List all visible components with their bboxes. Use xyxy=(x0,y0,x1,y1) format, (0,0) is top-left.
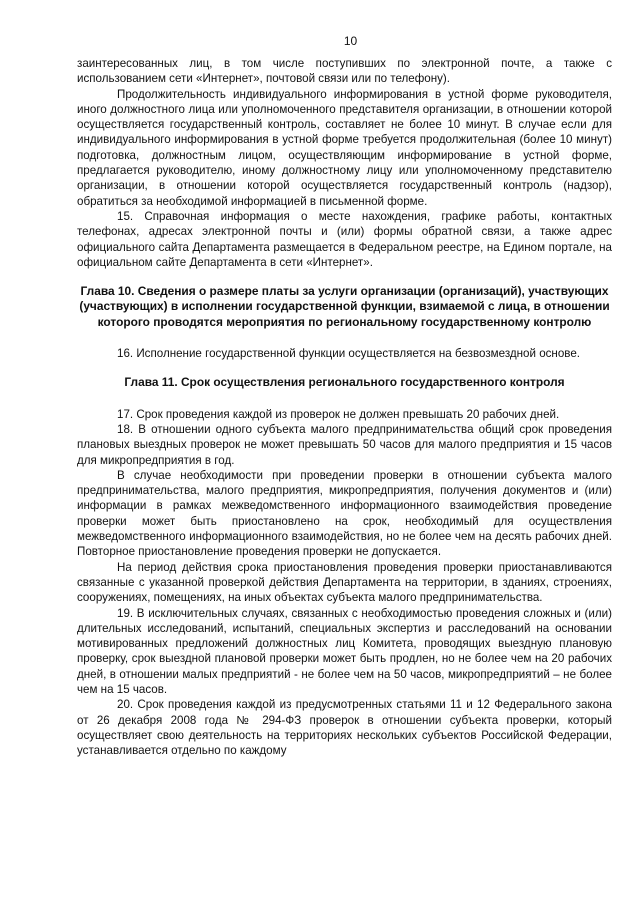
spacer xyxy=(77,270,612,284)
paragraph-18-suspension-period: На период действия срока приостановления проведения проверки приостанавливаются связанные с указанной проверкой действия Департамента на территории, в зданиях, строениях, сооружениях, помещениях, на иных объектах субъекта малого предпринимательства. xyxy=(77,560,612,605)
paragraph-18: 18. В отношении одного субъекта малого предпринимательства общий срок проведения плановых выездных проверок не может превышать 50 часов для малого предприятия и 15 часов для микропредприятия в год. xyxy=(77,422,612,467)
document-page xyxy=(77,34,612,758)
paragraph-duration: Продолжительность индивидуального информирования в устной форме руководителя, иного должностного лица или уполномоченного представителя организации, в отношении которой осуществляется государственный контроль, составляет не более 10 минут. В случае если для индивидуального информирования в устной форме требуется продолжительная (более 10 минут) подготовка, должностным лицом, осуществляющим информирование в устной форме, предлагается руководителю, иному должностному лицу или уполномоченному представителю организации, в отношении которой осуществляется государственный контроль (надзор), обратиться за необходимой информацией в письменной форме. xyxy=(77,87,612,208)
spacer xyxy=(77,330,612,346)
page-number: 10 xyxy=(343,34,358,48)
spacer xyxy=(77,391,612,407)
chapter-10-heading: Глава 10. Сведения о размере платы за услуги организации (организаций), участвующих (участвующих) в исполнении государственной функции, взимаемой с лица, в отношении которого проводятся мероприятия по региональному государственному контролю xyxy=(79,284,610,329)
paragraph-17: 17. Срок проведения каждой из проверок не должен превышать 20 рабочих дней. xyxy=(117,407,560,421)
paragraph-continuation: заинтересованных лиц, в том числе поступивших по электронной почте, а также с использованием сети «Интернет», почтовой связи или по телефону). xyxy=(77,57,612,86)
chapter-11-heading: Глава 11. Срок осуществления регионального государственного контроля xyxy=(124,375,565,390)
paragraph-20: 20. Срок проведения каждой из предусмотренных статьями 11 и 12 Федерального закона от 26 декабря 2008 года № 294-ФЗ проверок в отношении субъекта проверки, который осуществляет свою деятельность на территориях нескольких субъектов Российской Федерации, устанавливается отдельно по каждому xyxy=(77,698,612,758)
spacer xyxy=(77,361,612,375)
paragraph-18-suspension: В случае необходимости при проведении проверки в отношении субъекта малого предпринимательства, малого предприятия, микропредприятия, получения документов и (или) информации в рамках межведомственного информационного взаимодействия проведение проверки может быть приостановлено на срок, необходимый для осуществления межведомственного информационного взаимодействия, но не более чем на десять рабочих дней. Повторное приостановление проведения проверки не допускается. xyxy=(77,468,612,559)
paragraph-16: 16. Исполнение государственной функции осуществляется на безвозмездной основе. xyxy=(117,347,580,361)
paragraph-15: 15. Справочная информация о месте нахождения, графике работы, контактных телефонах, адресах электронной почты и (или) формы обратной связи, а также адрес официального сайта Департамента размещается в Федеральном реестре, на Едином портале, на официальном сайте Департамента в сети «Интернет». xyxy=(77,209,612,269)
paragraph-19: 19. В исключительных случаях, связанных с необходимостью проведения сложных и (или) длительных исследований, испытаний, специальных экспертиз и расследований на основании мотивированных предложений должностных лиц Комитета, проводящих выездную плановую проверку, срок выездной плановой проверки может быть продлен, но не более чем на 20 рабочих дней, в отношении малых предприятий - не более чем на 50 часов, микропредприятий – не более чем на 15 часов. xyxy=(77,606,612,696)
